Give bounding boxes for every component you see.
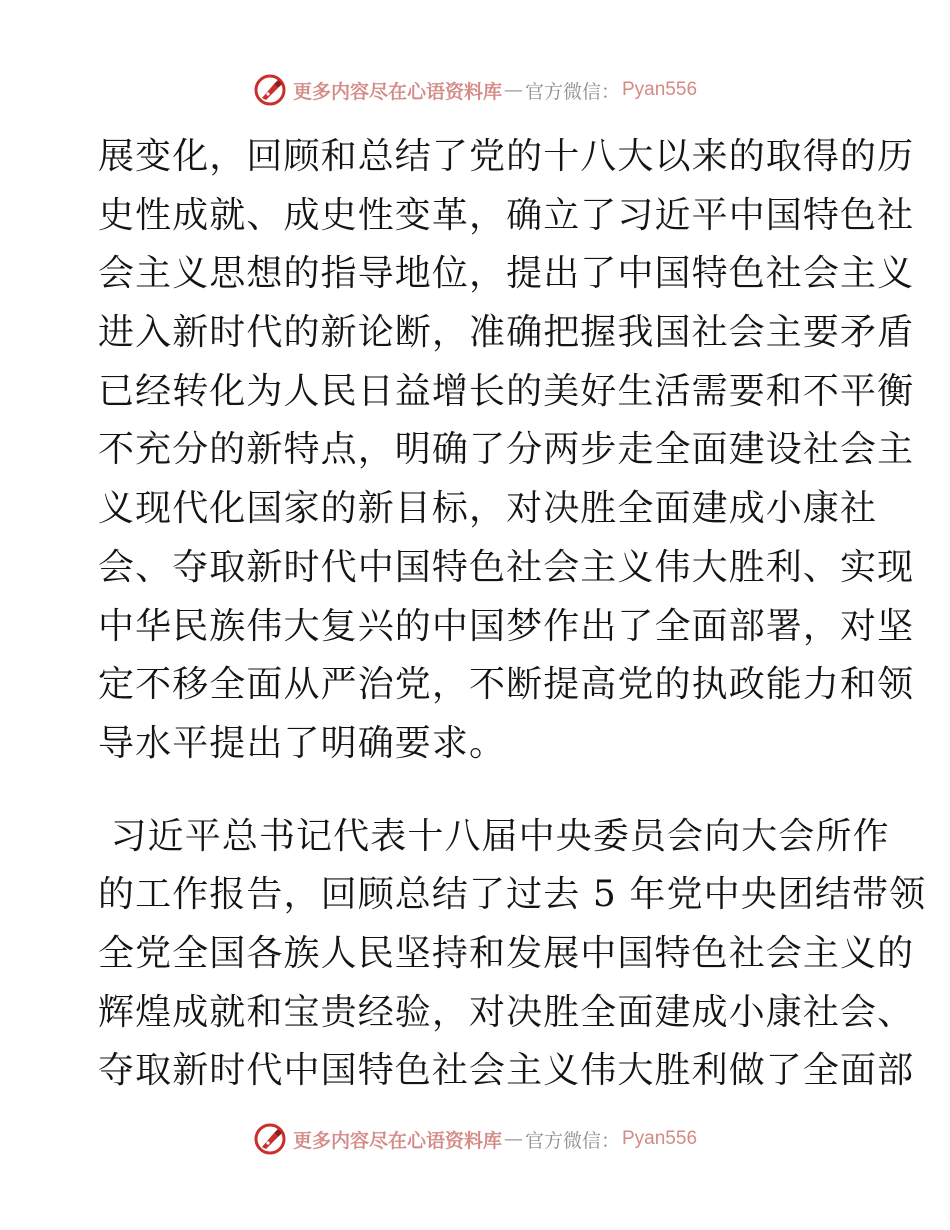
- text-line: 会主义思想的指导地位，提出了中国特色社会主义: [98, 253, 915, 295]
- text-line: 史性成就、成史性变革，确立了习近平中国特色社: [98, 194, 915, 236]
- text-line: 义现代化国家的新目标，对决胜全面建成小康社: [98, 488, 878, 530]
- pen-nib-circle-logo-icon: [253, 73, 287, 107]
- footer-site-name: 更多内容尽在心语资料库: [292, 1129, 502, 1152]
- text-line: 辉煌成就和宝贵经验，对决胜全面建成小康社会、: [98, 991, 915, 1033]
- text-line: 进入新时代的新论断，准确把握我国社会主要矛盾: [98, 312, 915, 354]
- text-line: 展变化，回顾和总结了党的十八大以来的取得的历: [98, 136, 915, 177]
- text-line: 定不移全面从严治党，不断提高党的执政能力和领: [98, 664, 915, 706]
- text-line: 会、夺取新时代中国特色社会主义伟大胜利、实现: [98, 546, 915, 588]
- footer-banner: [0, 1119, 950, 1159]
- text-line: 导水平提出了明确要求。: [98, 722, 507, 764]
- text-line: 的工作报告，回顾总结了过去 5 年党中央团结带领: [98, 874, 927, 916]
- footer-separator: —: [503, 1128, 523, 1150]
- paragraph-2: [98, 808, 927, 1101]
- header-separator: —: [503, 79, 523, 101]
- header-wechat-id: Pyan556: [622, 79, 698, 100]
- text-line: 夺取新时代中国特色社会主义伟大胜利做了全面部: [98, 1050, 915, 1092]
- paragraph-1: [98, 128, 915, 774]
- header-banner: [0, 70, 950, 110]
- text-line: 已经转化为人民日益增长的美好生活需要和不平衡: [98, 370, 915, 412]
- text-line: 习近平总书记代表十八届中央委员会向大会所作: [98, 815, 890, 857]
- header-site-name: 更多内容尽在心语资料库: [292, 80, 502, 103]
- header-wechat-label: 官方微信：: [524, 80, 620, 103]
- footer-wechat-label: 官方微信：: [524, 1129, 620, 1152]
- text-line: 不充分的新特点，明确了分两步走全面建设社会主: [98, 429, 915, 471]
- pen-nib-circle-logo-icon: [253, 1122, 287, 1156]
- document-body: [98, 128, 927, 1101]
- text-line: 全党全国各族人民坚持和发展中国特色社会主义的: [98, 932, 915, 974]
- footer-wechat-id: Pyan556: [622, 1128, 698, 1149]
- text-line: 中华民族伟大复兴的中国梦作出了全面部署，对坚: [98, 605, 915, 647]
